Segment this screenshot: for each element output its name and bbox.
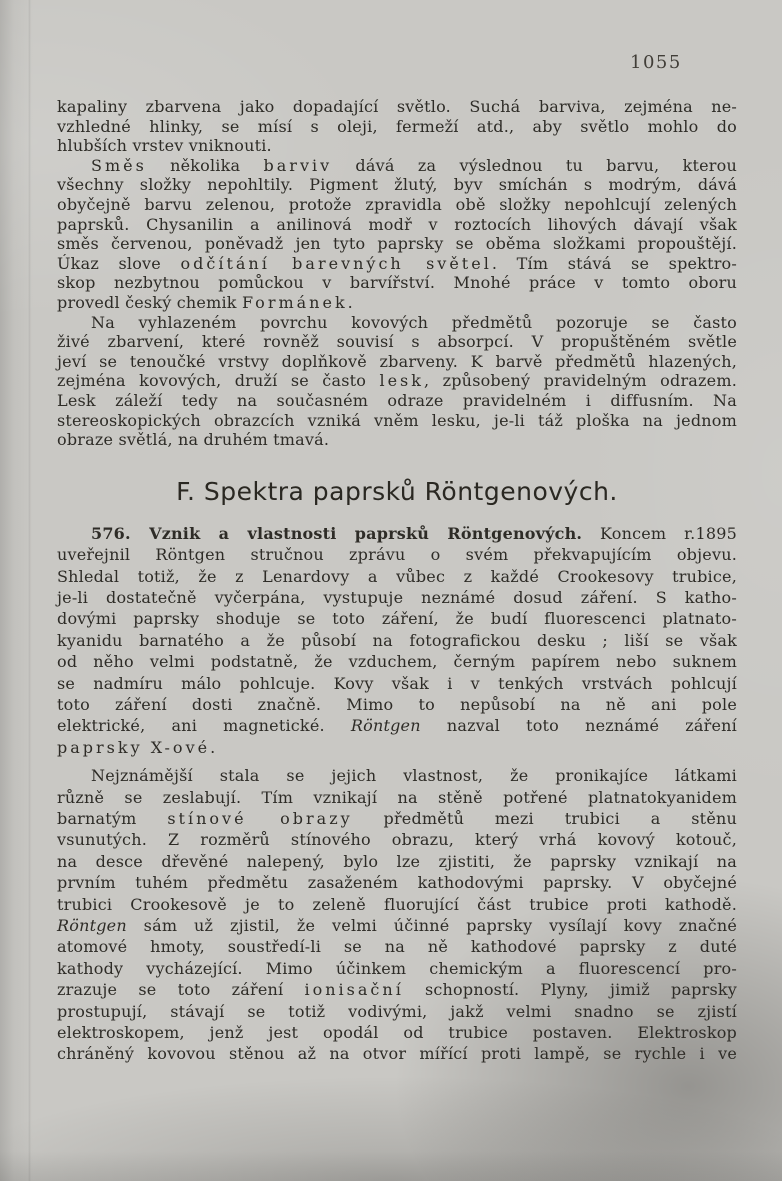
paragraphs-before-heading [57,97,737,450]
emphasized-text: ionisační [304,980,404,1000]
body-text: chráněný kovovou stěnou až na otvor mířící proti lampě, se rychle i ve [57,1044,737,1064]
text-line [57,566,737,587]
body-text: Nejznámější stala se jejich vlastnost, že pronikajíce látkami [91,766,737,786]
paragraph [57,765,737,1065]
body-text: nazval toto neznámé záření [420,716,737,736]
body-text: , způsobený pravidelným odrazem. [423,371,737,391]
text-line [57,694,737,715]
body-text: od něho velmi podstatně, že vzduchem, černým papírem nebo suknem [57,652,737,672]
body-text: všechny složky nepohltily. Pigment žlutý, byv smíchán s modrým, dává [57,175,737,195]
text-line [57,293,737,313]
text-line [57,630,737,651]
text-line [57,651,737,672]
body-text: . Tím stává se spektro- [491,253,737,273]
body-text: paprsků. Chysanilin a anilinová modř v roztocích lihových dávají však [57,214,737,234]
text-line [57,765,737,786]
text-line [57,915,737,936]
body-text: zejména kovových, druží se často [57,371,380,391]
section-heading: F. Spektra paprsků Röntgenových. [176,476,618,506]
emphasized-text: stínové obrazy [167,808,353,828]
body-text: prostupují, stávají se totiž vodivými, jakž velmi snadno se zjistí [57,1001,737,1021]
body-text: zrazuje se toto záření [57,980,305,1000]
body-text: na desce dřevěné nalepený, bylo lze zjistiti, že paprsky vznikají na [57,851,737,871]
emphasized-text: Formánek [241,292,348,312]
emphasized-text: paprsky X-ové [57,737,211,757]
emphasized-text: odčítání barevných světel [180,253,492,273]
body-text: živé zbarvení, které rovněž souvisí s absorpcí. V propuštěném světle [57,332,737,352]
text-column [57,97,737,1065]
body-text: skop nezbytnou pomůckou v barvířství. Mnohé práce v tomto oboru [57,273,737,293]
body-text: několika [146,155,264,175]
text-line [57,156,737,176]
text-line [57,352,737,372]
emphasized-text: Směs [91,155,147,175]
text-line [57,894,737,915]
emphasized-text: lesk [379,371,424,391]
text-line [57,215,737,235]
text-line [57,872,737,893]
paragraph [57,523,737,758]
body-text: prvním tuhém předmětu zasaženém kathodovými paprsky. V obyčejné [57,873,737,893]
text-line [57,411,737,431]
text-line [57,608,737,629]
body-text: uveřejnil Röntgen stručnou zprávu o svém překvapujícím objevu. [57,545,737,565]
text-line [57,97,737,117]
text-line [57,715,737,736]
body-text: hlubších vrstev vniknouti. [57,136,272,156]
body-text: dovými paprsky shoduje se toto záření, že budí fluorescenci platnato- [57,609,737,629]
emphasized-text: 576. Vznik a vlastnosti paprsků Röntgenových. [91,523,583,543]
body-text: trubici Crookesově je to zeleně fluorující část trubice proti kathodě. [57,894,737,914]
body-text: směs červenou, poněvadž jen tyto paprsky se oběma složkami propouštějí. [57,234,737,254]
text-line [57,1001,737,1022]
body-text: kyanidu barnatého a že působí na fotografickou desku ; liší se však [57,630,737,650]
text-line [57,523,737,544]
text-line [57,851,737,872]
body-text: obraze světlá, na druhém tmavá. [57,430,330,450]
emphasized-text: Röntgen [350,716,421,736]
body-text: elektrické, ani magnetické. [57,716,351,736]
text-line [57,175,737,195]
text-line [57,391,737,411]
text-line [57,808,737,829]
body-text: různě se zeslabují. Tím vznikají na stěně potřené platnatokyanidem [57,787,737,807]
paragraph [57,313,737,450]
page-number: 1055 [630,52,682,73]
body-text: barnatým [57,808,168,828]
body-text: předmětů mezi trubici a stěnu [352,808,737,828]
body-text: vzhledné hlinky, se mísí s oleji, fermeží atd., aby světlo mohlo do [57,116,737,136]
text-line [57,1043,737,1064]
body-text: kathody vycházející. Mimo účinkem chemickým a fluorescencí pro- [57,958,737,978]
body-text: schopností. Plyny, jimiž paprsky [403,980,737,1000]
text-line [57,587,737,608]
body-text: . [347,292,353,312]
text-line [57,430,737,450]
body-text: toto záření dosti značně. Mimo to nepůsobí na ně ani pole [57,694,737,714]
body-text: atomové hmoty, soustředí-li se na ně kathodové paprsky z duté [57,937,737,957]
paragraphs-after-heading [57,523,737,1065]
text-line [57,979,737,1000]
text-line [57,1022,737,1043]
body-text: Úkaz slove [57,253,181,273]
body-text: dává za výslednou tu barvu, kterou [332,155,737,175]
text-line [57,136,737,156]
body-text: sám už zjistil, že velmi účinné paprsky vysílají kovy značné [126,916,737,935]
body-text: kapaliny zbarvena jako dopadající světlo. Suchá barviva, zejména ne- [57,97,737,116]
text-line [57,332,737,352]
body-text: se nadmíru málo pohlcuje. Kovy však i v tenkých vrstvách pohlcují [57,673,737,693]
text-line [57,673,737,694]
body-text: je-li dostatečně vyčerpána, vystupuje neznámé dosud záření. S katho- [57,587,737,607]
body-text: elektroskopem, jenž jest opodál od trubice postaven. Elektroskop [57,1023,737,1043]
body-text: Koncem r.1895 [582,523,737,543]
text-line [57,737,737,758]
text-line [57,117,737,137]
paper-crease [28,0,31,1181]
text-line [57,787,737,808]
text-line [57,234,737,254]
body-text: obyčejně barvu zelenou, protože zpravidla obě složky nepohlcují zelených [57,194,737,214]
text-line [57,371,737,391]
body-text: stereoskopických obrazcích vzniká vněm lesku, je-li táž ploška na jednom [57,410,737,430]
text-line [57,958,737,979]
body-text: jeví se tenoučké vrstvy doplňkově zbarveny. K barvě předmětů hlazených, [57,351,737,371]
text-line [57,195,737,215]
body-text: Lesk záleží tedy na současném odraze pravidelném i diffusním. Na [57,390,737,410]
text-line [57,273,737,293]
body-text: Na vyhlazeném povrchu kovových předmětů pozoruje se často [91,312,737,332]
text-line [57,544,737,565]
body-text: Shledal totiž, že z Lenardovy a vůbec z každé Crookesovy trubice, [57,566,737,586]
paragraph [57,156,737,313]
text-line [57,936,737,957]
emphasized-text: barviv [263,155,333,175]
text-line [57,313,737,333]
emphasized-text: Röntgen [57,916,127,935]
text-line [57,254,737,274]
body-text: provedl český chemik [57,292,242,312]
text-line [57,829,737,850]
body-text: vsunutých. Z rozměrů stínového obrazu, který vrhá kovový kotouč, [57,830,737,850]
body-text: . [210,737,216,757]
paragraph [57,97,737,156]
